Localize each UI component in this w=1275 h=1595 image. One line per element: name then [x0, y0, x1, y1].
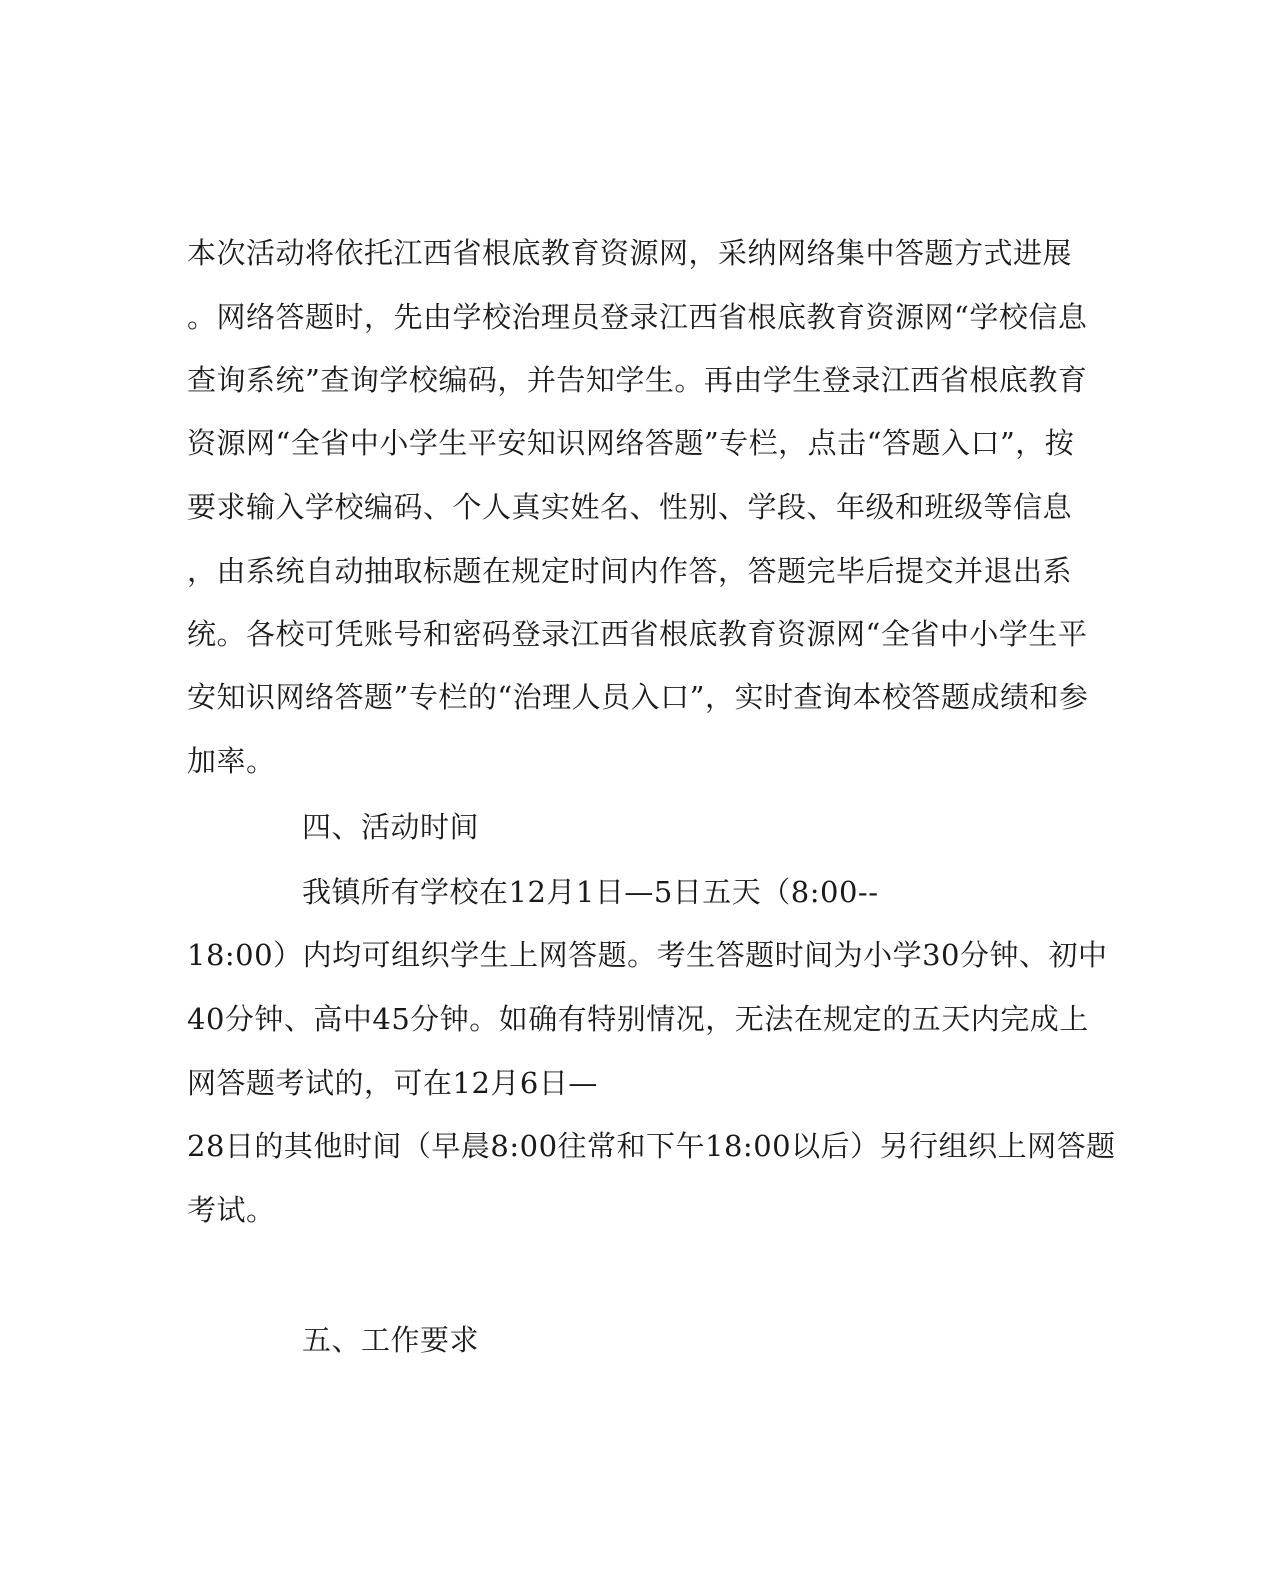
paragraph-line: 40分钟、高中45分钟。如确有特别情况，无法在规定的五天内完成上 [187, 1002, 1089, 1036]
paragraph-line: 28日的其他时间（早晨8:00往常和下午18:00以后）另行组织上网答题 [187, 1129, 1116, 1163]
paragraph-line: 。网络答题时，先由学校治理员登录江西省根底教育资源网“学校信息 [187, 300, 1088, 334]
paragraph-line: 本次活动将依托江西省根底教育资源网，采纳网络集中答题方式进展 [187, 236, 1073, 270]
paragraph-line: 查询系统”查询学校编码，并告知学生。再由学生登录江西省根底教育 [187, 363, 1088, 397]
paragraph-line: 资源网“全省中小学生平安知识网络答题”专栏，点击“答题入口”，按 [187, 426, 1075, 460]
paragraph-line: 18:00）内均可组织学生上网答题。考生答题时间为小学30分钟、初中 [187, 938, 1108, 972]
paragraph-line: ，由系统自动抽取标题在规定时间内作答，答题完毕后提交并退出系 [187, 554, 1073, 588]
paragraph-line: 我镇所有学校在12月1日—5日五天（8:00-- [302, 875, 879, 909]
paragraph-line: 网答题考试的，可在12月6日— [187, 1066, 598, 1100]
section-heading: 四、活动时间 [302, 810, 480, 844]
paragraph-line: 安知识网络答题”专栏的“治理人员入口”，实时查询本校答题成绩和参 [187, 680, 1089, 714]
paragraph-line: 加率。 [187, 744, 276, 778]
paragraph-line: 要求输入学校编码、个人真实姓名、性别、学段、年级和班级等信息 [187, 490, 1073, 524]
section-heading: 五、工作要求 [302, 1323, 480, 1357]
paragraph-line: 考试。 [187, 1193, 276, 1227]
paragraph-line: 统。各校可凭账号和密码登录江西省根底教育资源网“全省中小学生平 [187, 617, 1088, 651]
